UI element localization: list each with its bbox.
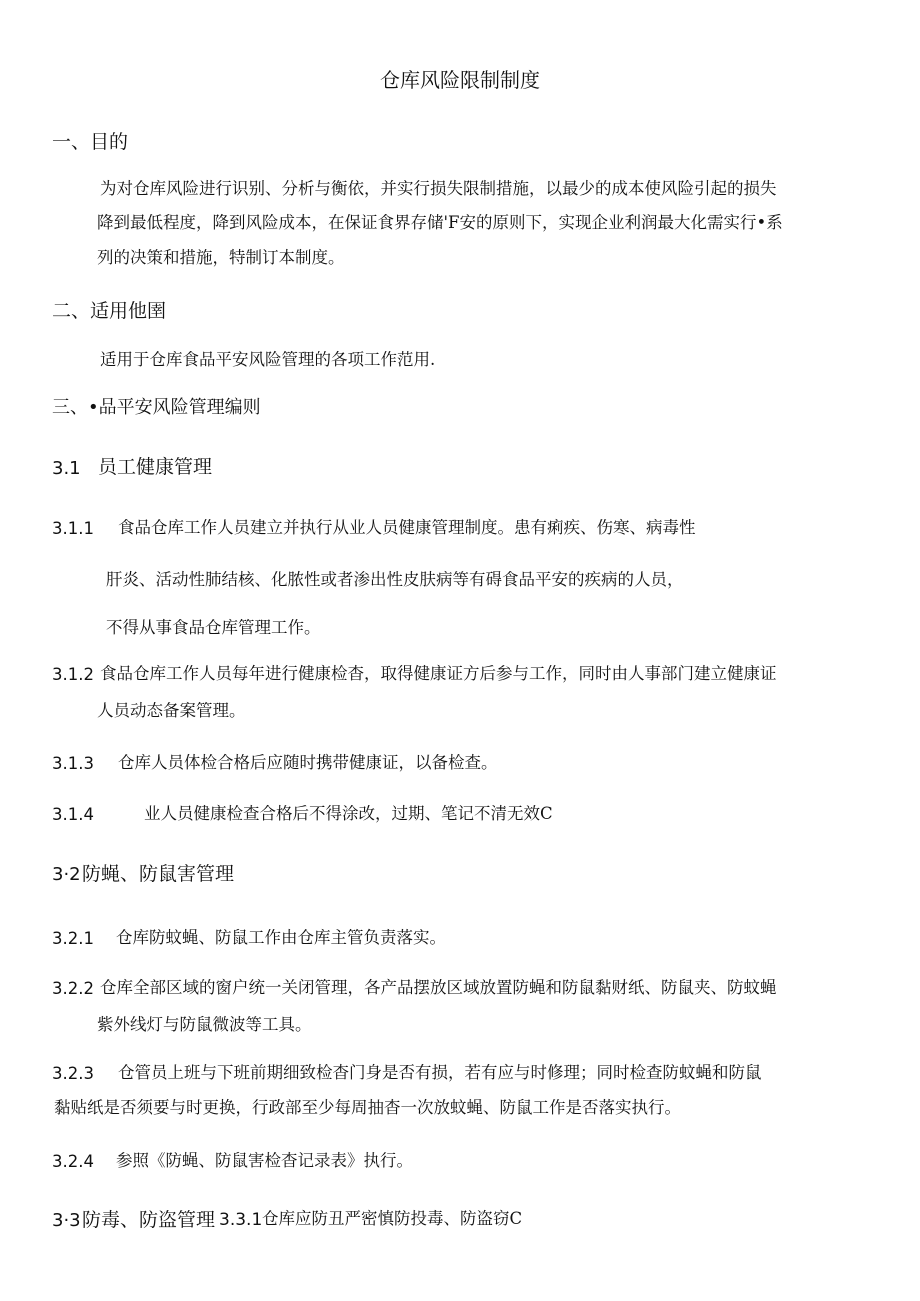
- section-3-1-number: 3.1: [52, 458, 81, 479]
- item-3-2-4-text: 参照《防蝇、防鼠害检杳记录表》执行。: [116, 1151, 413, 1170]
- item-3-1-4-number: 3.1.4: [52, 805, 94, 824]
- item-3-2-2-number: 3.2.2: [52, 979, 94, 998]
- item-3-1-2-line-2: 人员动态备案管理。: [97, 701, 246, 720]
- section-3-2-heading: 防蝇、防鼠害管理: [82, 863, 235, 885]
- item-3-1-1-number: 3.1.1: [52, 519, 94, 538]
- item-3-1-1-line-1: 食品仓库工作人员建立并执行从业人员健康管理制度。患有痢疾、伤寒、病毒性: [118, 518, 696, 537]
- section-3-2-number: 3·2: [52, 864, 81, 885]
- item-3-3-1-number: 3.3.1: [219, 1210, 263, 1230]
- item-3-1-3-text: 仓库人员体检合格后应随时携带健康证，以备检查。: [118, 753, 498, 772]
- item-3-2-1-number: 3.2.1: [52, 929, 94, 948]
- item-3-2-2-line-2: 紫外线灯与防鼠微波等工具。: [97, 1015, 312, 1034]
- page-title: 仓库风险限制制度: [380, 68, 540, 92]
- item-3-2-1-text: 仓库防蚊蝇、防鼠工作由仓库主管负责落实。: [116, 928, 446, 947]
- item-3-1-2-number: 3.1.2: [52, 665, 94, 684]
- item-3-1-3-number: 3.1.3: [52, 754, 94, 773]
- section-3-heading: 三、•品平安风险管理编则: [52, 397, 261, 418]
- item-3-1-2-line-1: 食品仓库工作人员每年进行健康检杳，取得健康证方后参与工作，同时由人事部门建立健康证: [100, 664, 777, 683]
- item-3-3-1-text: 仓库应防丑严密慎防投毒、防盗窃C: [262, 1209, 523, 1228]
- section-3-3-heading: 防毒、防盗管理: [82, 1209, 216, 1231]
- item-3-2-3-line-1: 仓管员上班与下班前期细致检杳门身是否有损，若有应与时修理；同时检查防蚊蝇和防鼠: [118, 1063, 762, 1082]
- section-1-line-1: 为对仓库风险进行识别、分析与衡依，并实行损失限制措施，以最少的成本使风险引起的损失: [100, 179, 777, 198]
- section-1-line-3: 列的决策和措施，特制订本制度。: [97, 248, 345, 267]
- section-1-heading: 一、目的: [52, 131, 129, 153]
- item-3-1-1-line-3: 不得从事食品仓库管理工作。: [106, 618, 321, 637]
- item-3-2-2-line-1: 仓库全部区域的窗户统一关闭管理，各产品摆放区域放置防蝇和防鼠黏财纸、防鼠夹、防蚊蝇: [100, 978, 777, 997]
- item-3-2-4-number: 3.2.4: [52, 1152, 94, 1171]
- item-3-2-3-line-2: 黏贴纸是否须要与时更换，行政部至少每周抽杳一次放蚊蝇、防鼠工作是否落实执行。: [54, 1098, 681, 1117]
- item-3-1-1-line-2: 肝炎、活动性肺结核、化脓性或者渗出性皮肤病等有碍食品平安的疾病的人员，: [106, 570, 684, 589]
- section-3-3-number: 3·3: [52, 1210, 81, 1231]
- item-3-2-3-number: 3.2.3: [52, 1064, 94, 1083]
- item-3-1-4-text: 业人员健康检查合格后不得涂改，过期、笔记不清无效C: [144, 804, 553, 823]
- section-1-line-2: 降到最低程度，降到风险成本，在保证食界存储'F安的原则下，实现企业利润最大化需实行•系: [97, 213, 783, 232]
- section-3-1-heading: 员工健康管理: [98, 456, 213, 478]
- section-2-line-1: 适用于仓库食品平安风险管理的各项工作范用.: [100, 350, 436, 369]
- section-2-heading: 二、适用他圉: [52, 300, 167, 322]
